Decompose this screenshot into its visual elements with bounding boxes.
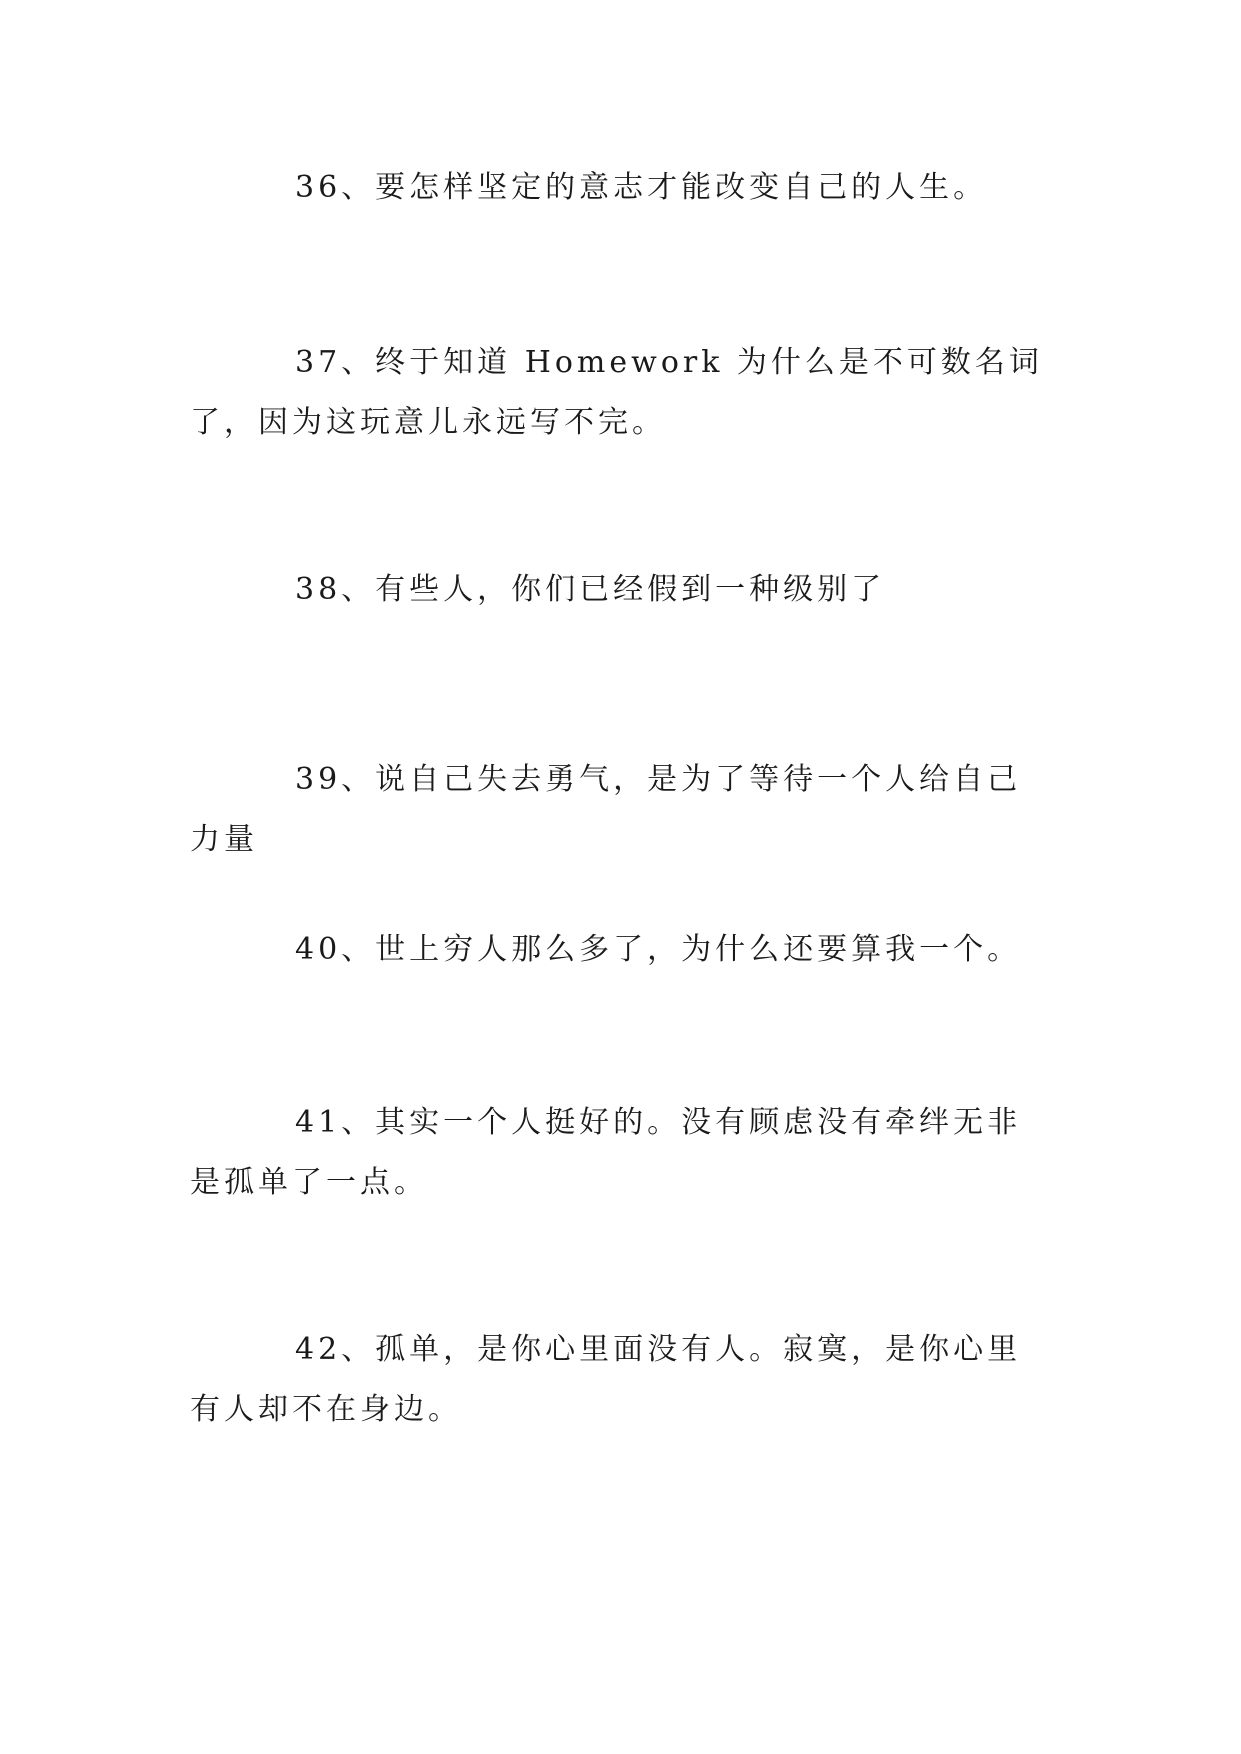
quote-entry-37: 37、终于知道 Homework 为什么是不可数名词了，因为这玩意儿永远写不完。 xyxy=(190,345,1043,440)
quote-entry-39: 39、说自己失去勇气，是为了等待一个人给自己力量 xyxy=(190,762,1022,857)
quote-entry-40: 40、世上穷人那么多了，为什么还要算我一个。 xyxy=(295,932,1022,967)
quote-entry-41: 41、其实一个人挺好的。没有顾虑没有牵绊无非是孤单了一点。 xyxy=(190,1105,1022,1200)
quote-entry-38: 38、有些人，你们已经假到一种级别了 xyxy=(295,572,886,607)
quote-entry-36: 36、要怎样坚定的意志才能改变自己的人生。 xyxy=(295,170,988,205)
quote-entry-42: 42、孤单，是你心里面没有人。寂寞，是你心里有人却不在身边。 xyxy=(190,1332,1022,1427)
